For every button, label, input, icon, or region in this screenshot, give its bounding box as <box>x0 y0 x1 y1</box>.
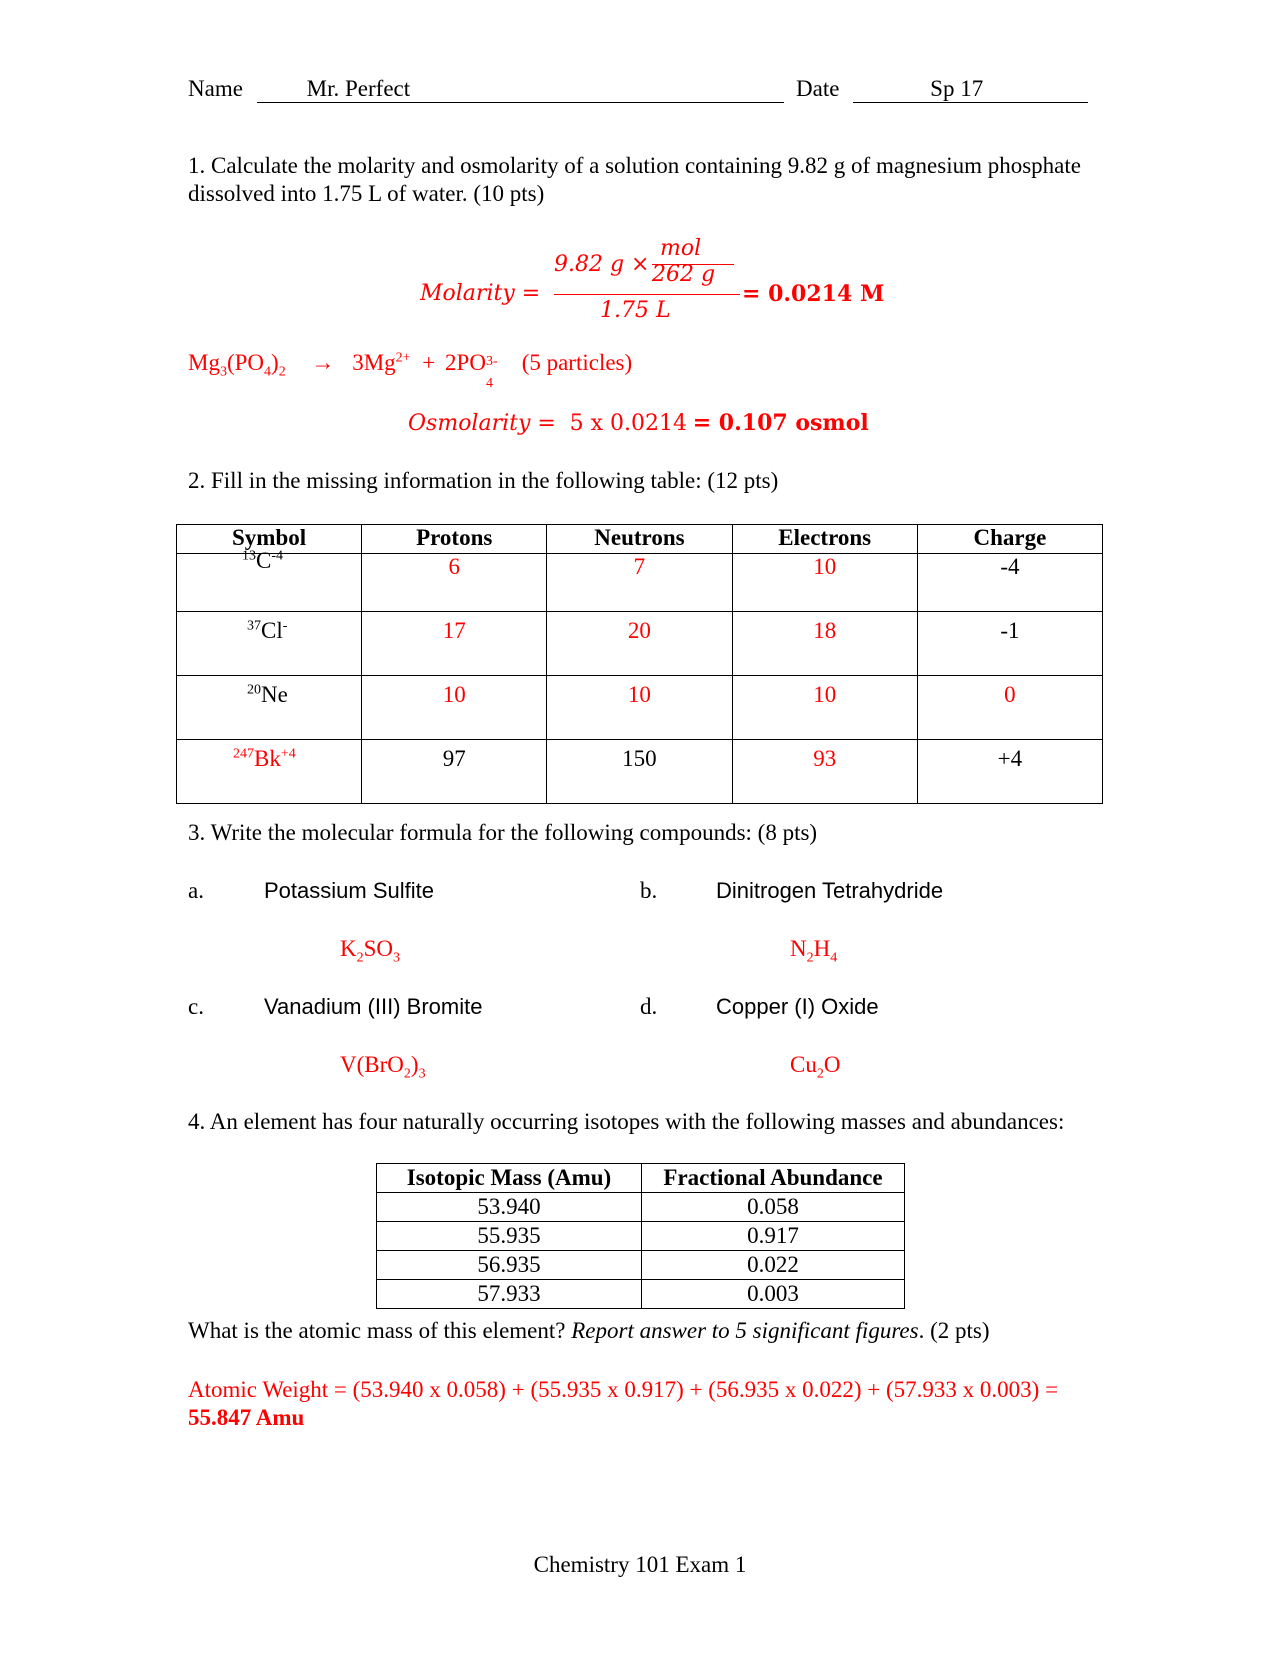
dissociation-equation: $Mg_3(PO_4)_2 \to 3Mg^{2+} + 2PO$ 3- 4 (5 particles) <box>188 350 633 391</box>
reactant-sub: 3 <box>219 364 227 380</box>
answer-result: 55.847 Amu <box>188 1405 305 1430</box>
osmolarity-result: = 0.107 osmol <box>692 410 869 436</box>
formula-part: O <box>823 1052 841 1077</box>
q3a-letter: a. <box>188 878 204 903</box>
mass-number: 20 <box>247 682 261 698</box>
formula-sub: 3 <box>418 1066 426 1082</box>
neutrons-cell: 20 <box>547 612 732 676</box>
name-value: Mr. Perfect <box>306 76 411 101</box>
mass-number: 13 <box>242 548 256 564</box>
table-row <box>177 740 1103 804</box>
electrons-cell: 93 <box>732 740 917 804</box>
q3d-answer <box>790 1052 841 1082</box>
q4-answer <box>188 1376 1068 1432</box>
charge-cell: -1 <box>917 612 1102 676</box>
osmolarity-calc: 5 x 0.0214 <box>569 411 687 436</box>
q3a-answer <box>340 936 401 966</box>
q4-ask <box>188 1318 990 1344</box>
element-symbol: Bk <box>254 746 281 771</box>
header-electrons: Electrons <box>732 525 917 554</box>
reactant-sub: 4 <box>264 364 272 380</box>
table-row <box>377 1280 905 1309</box>
neutrons-cell: 150 <box>547 740 732 804</box>
mass-cell: 56.935 <box>377 1251 642 1280</box>
header-protons: Protons <box>362 525 547 554</box>
formula-part: H <box>813 936 831 961</box>
protons-cell: 10 <box>362 676 547 740</box>
formula-sub: 4 <box>830 950 838 966</box>
header-charge: Charge <box>917 525 1102 554</box>
molarity-result: = 0.0214 M <box>742 281 885 307</box>
isotope-table <box>176 524 1103 804</box>
osmolarity-equation <box>408 410 869 436</box>
molarity-label: Molarity = <box>420 281 541 306</box>
element-symbol: Ne <box>261 682 288 707</box>
table-row <box>377 1193 905 1222</box>
q3c-letter: c. <box>188 994 204 1019</box>
ion-charge: +4 <box>280 746 296 762</box>
q4-text: 4. An element has four naturally occurring isotopes with the following masses and abundances: <box>188 1109 1065 1134</box>
element-symbol: C <box>256 548 272 573</box>
table-row <box>177 554 1103 612</box>
formula-sub: 3 <box>393 950 401 966</box>
q1-text: 1. Calculate the molarity and osmolarity of a solution containing 9.82 g of magnesium phosphate dissolved into 1.75 L of water. (10 pts) <box>188 153 1081 206</box>
reactant-mg: Mg <box>188 350 220 375</box>
plus-sign: + <box>422 350 436 375</box>
date-label: Date <box>796 76 840 101</box>
table-row <box>177 612 1103 676</box>
formula-sub: 2 <box>816 1066 824 1082</box>
product-sup: 2+ <box>395 350 411 366</box>
formula-sub: 2 <box>806 950 814 966</box>
date-value: Sp 17 <box>930 76 984 101</box>
abundance-table <box>376 1163 905 1309</box>
unit-numerator: mol <box>660 236 702 261</box>
date-line <box>796 76 1088 103</box>
ask-italic: Report answer to 5 significant figures <box>571 1318 919 1343</box>
formula-part: V(BrO <box>340 1052 404 1077</box>
header-mass: Isotopic Mass (Amu) <box>377 1164 642 1193</box>
fraction-bar <box>554 294 740 295</box>
particles-note: (5 particles) <box>521 350 633 375</box>
name-label: Name <box>188 76 243 101</box>
volume-term: 1.75 L <box>600 298 671 323</box>
symbol-cell <box>177 612 362 676</box>
table-row <box>377 1222 905 1251</box>
neutrons-cell: 10 <box>547 676 732 740</box>
table-header-row <box>177 525 1103 554</box>
protons-cell: 17 <box>362 612 547 676</box>
table-row <box>377 1251 905 1280</box>
symbol-cell <box>177 548 362 612</box>
arrow-icon: → <box>311 350 335 375</box>
name-line <box>188 76 784 103</box>
page-footer: Chemistry 101 Exam 1 <box>533 1552 747 1577</box>
electrons-cell: 18 <box>732 612 917 676</box>
product-mg: 3Mg <box>352 350 396 375</box>
mass-term: 9.82 g × <box>554 252 650 277</box>
product-po: 2PO <box>445 350 486 375</box>
table-row <box>177 676 1103 740</box>
osmolarity-label: Osmolarity = <box>408 411 556 436</box>
answer-text: Atomic Weight = (53.940 x 0.058) + (55.935 x 0.917) + (56.935 x 0.022) + (57.933 x 0.003) = <box>188 1377 1059 1402</box>
protons-cell: 6 <box>362 554 547 612</box>
formula-part: K <box>340 936 357 961</box>
header-symbol: Symbol <box>177 525 362 554</box>
ion-charge: - <box>282 618 288 634</box>
q3-text: 3. Write the molecular formula for the following compounds: (8 pts) <box>188 820 818 845</box>
abundance-cell: 0.022 <box>642 1251 905 1280</box>
q3b-name: Dinitrogen Tetrahydride <box>716 878 944 903</box>
mass-cell: 53.940 <box>377 1193 642 1222</box>
protons-cell: 97 <box>362 740 547 804</box>
q3d-name: Copper (I) Oxide <box>716 994 879 1019</box>
mass-cell: 55.935 <box>377 1222 642 1251</box>
abundance-cell: 0.917 <box>642 1222 905 1251</box>
date-field <box>853 76 1088 103</box>
mass-number: 247 <box>233 746 254 762</box>
header-neutrons: Neutrons <box>547 525 732 554</box>
charge-cell: -4 <box>917 554 1102 612</box>
reactant-sub: 2 <box>278 364 286 380</box>
q3d-letter: d. <box>640 994 658 1019</box>
symbol-cell <box>177 676 362 740</box>
formula-part: N <box>790 936 807 961</box>
charge-cell: 0 <box>917 676 1102 740</box>
mass-number: 37 <box>247 618 261 634</box>
abundance-cell: 0.003 <box>642 1280 905 1309</box>
symbol-cell <box>177 740 362 804</box>
header-abundance: Fractional Abundance <box>642 1164 905 1193</box>
name-field <box>257 76 784 103</box>
q3b-letter: b. <box>640 878 658 903</box>
q3a-name: Potassium Sulfite <box>264 878 434 903</box>
ask-text: What is the atomic mass of this element? <box>188 1318 566 1343</box>
formula-part: SO <box>363 936 394 961</box>
neutrons-cell: 7 <box>547 554 732 612</box>
formula-sub: 2 <box>356 950 364 966</box>
unit-denominator: 262 g <box>652 262 716 287</box>
q3c-name: Vanadium (III) Bromite <box>264 994 483 1019</box>
formula-part: ) <box>410 1052 419 1077</box>
element-symbol: Cl <box>261 618 283 643</box>
mass-cell: 57.933 <box>377 1280 642 1309</box>
ask-end: . (2 pts) <box>918 1318 990 1343</box>
abundance-cell: 0.058 <box>642 1193 905 1222</box>
q3b-answer <box>790 936 838 966</box>
charge-cell: +4 <box>917 740 1102 804</box>
formula-part: Cu <box>790 1052 817 1077</box>
q3c-answer <box>340 1052 426 1082</box>
formula-sub: 2 <box>403 1066 411 1082</box>
q2-text: 2. Fill in the missing information in the following table: (12 pts) <box>188 468 779 493</box>
electrons-cell: 10 <box>732 676 917 740</box>
ion-charge: -4 <box>271 548 284 564</box>
molarity-equation <box>420 234 890 324</box>
electrons-cell: 10 <box>732 554 917 612</box>
reactant-po: (PO <box>226 350 265 375</box>
table-header-row <box>377 1164 905 1193</box>
reactant-paren: ) <box>271 350 279 375</box>
